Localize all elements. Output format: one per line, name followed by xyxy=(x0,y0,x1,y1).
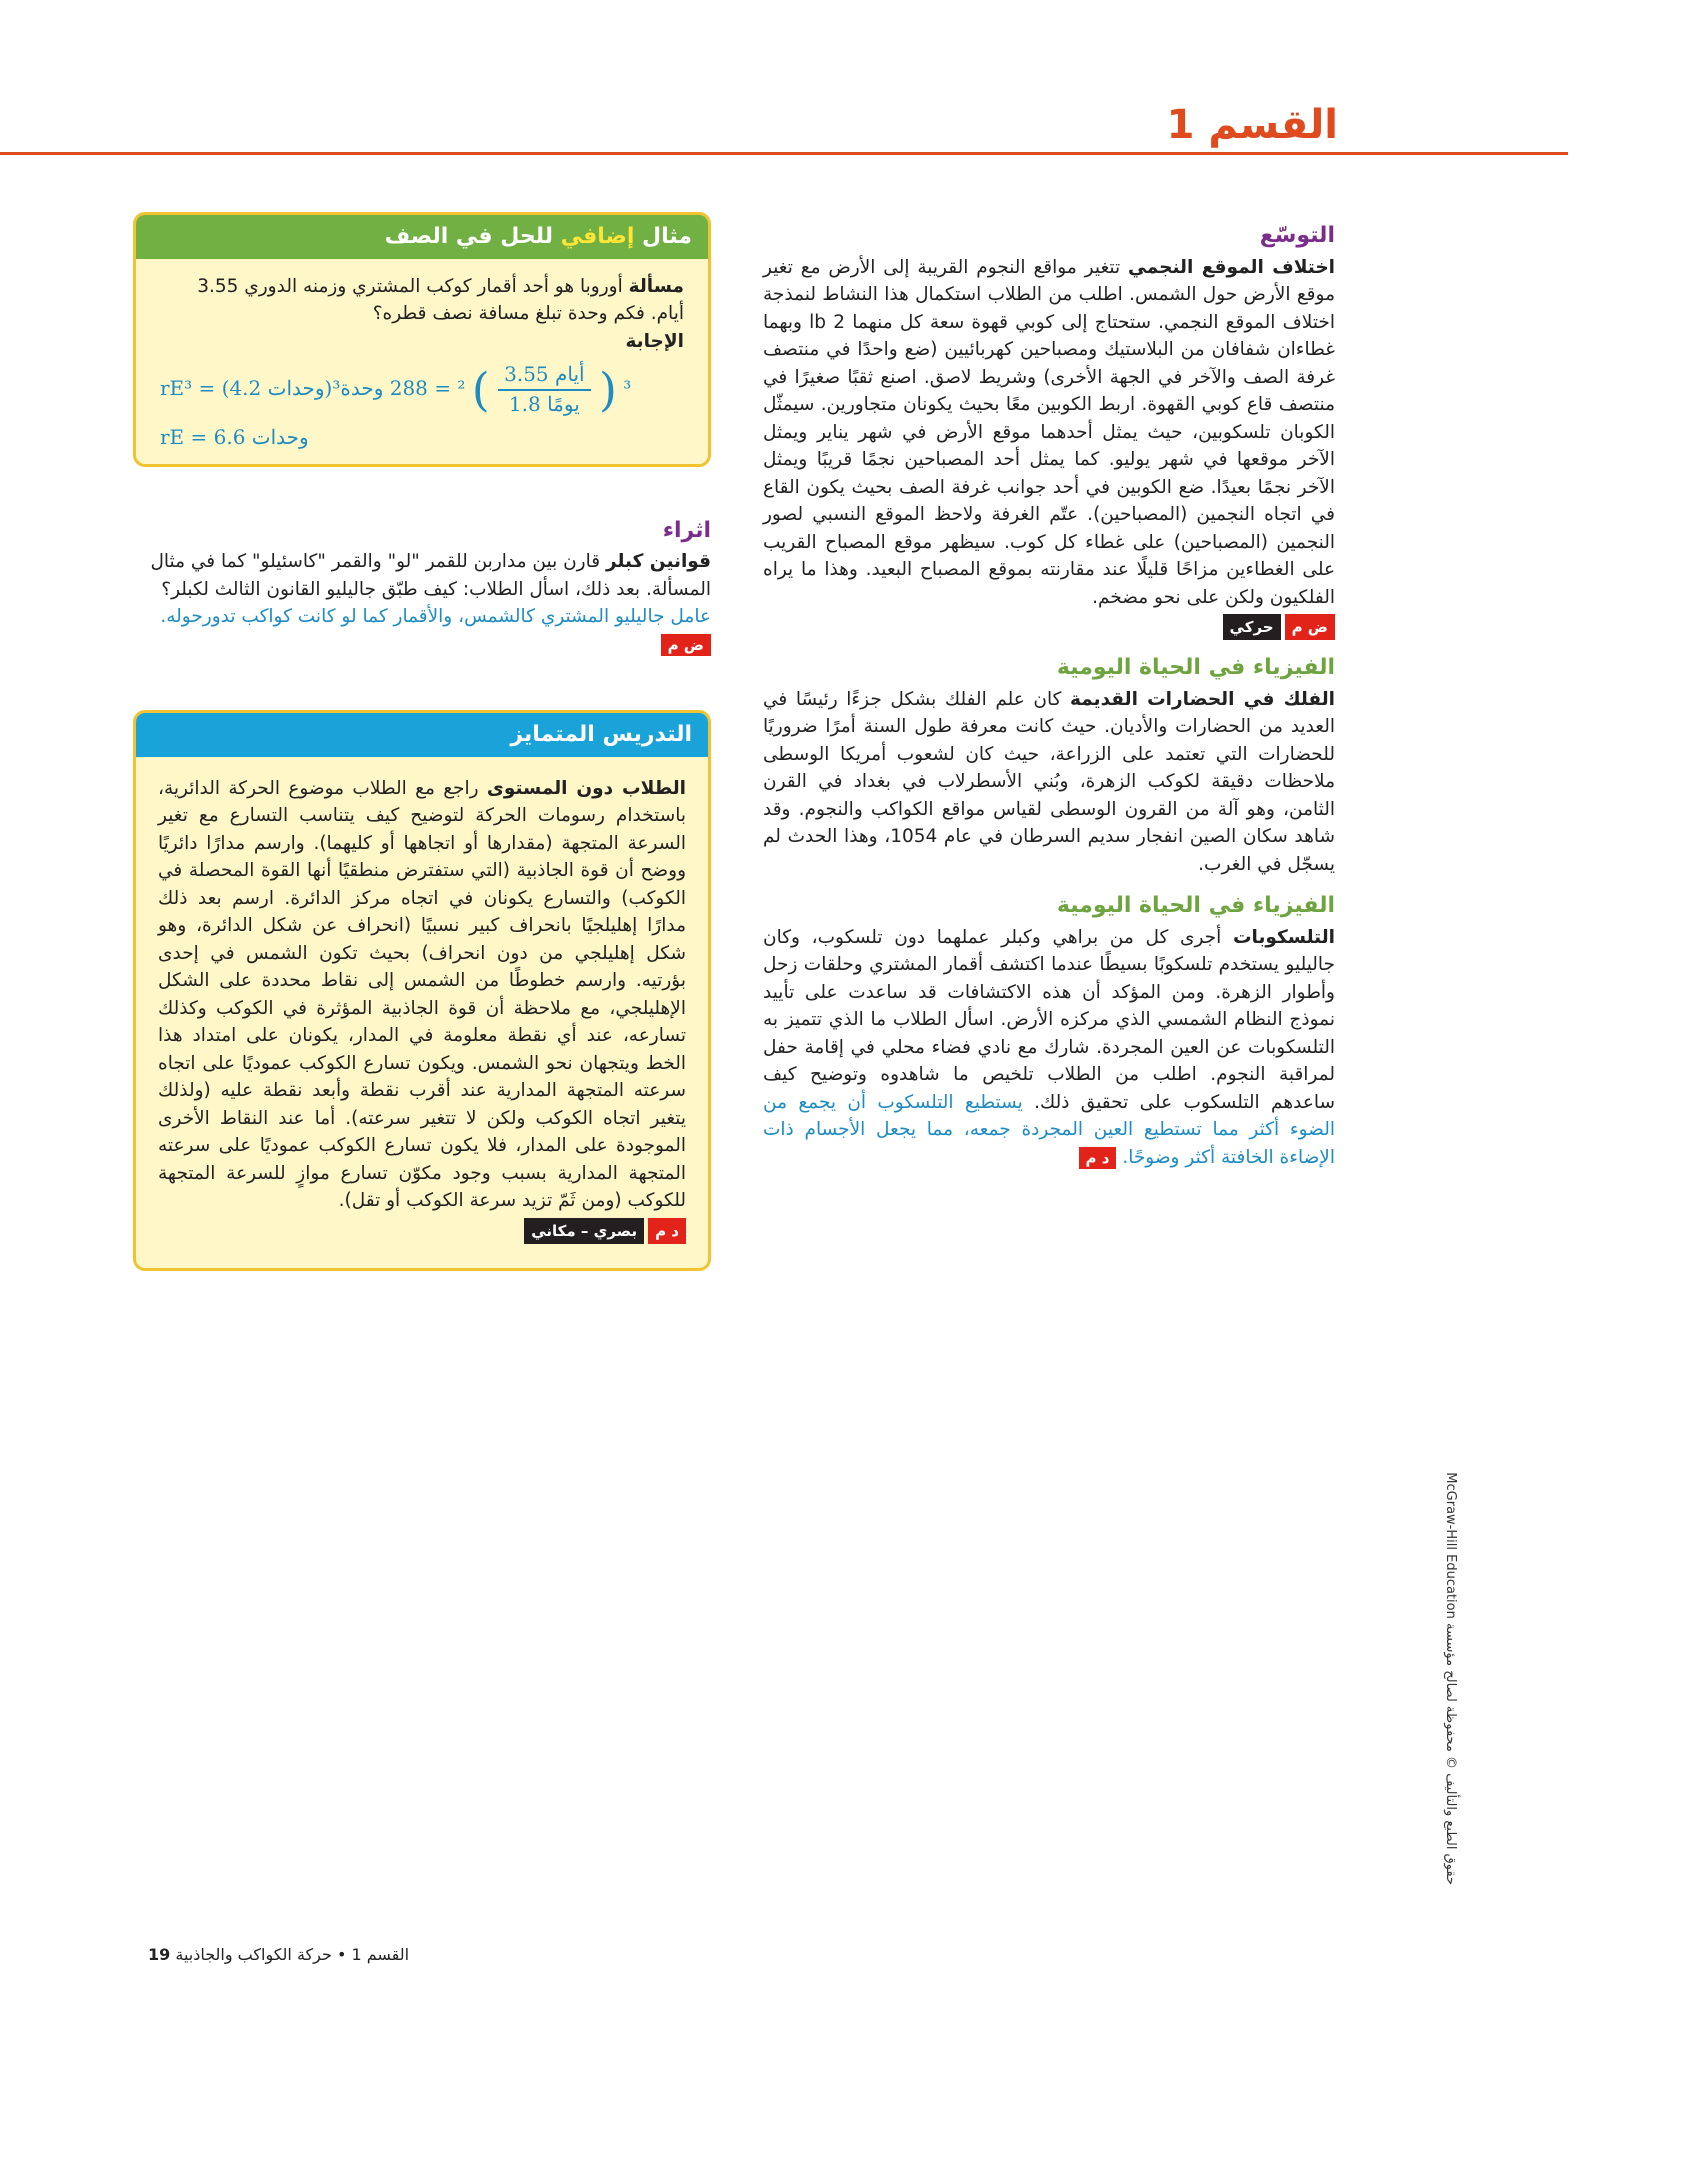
physics-heading-2: الفيزياء في الحياة اليومية xyxy=(1056,893,1335,918)
section-title: القسم 1 xyxy=(1166,102,1338,148)
answer-label: الإجابة xyxy=(625,330,684,352)
enrich-paragraph xyxy=(133,548,711,658)
equation-1 xyxy=(160,361,684,418)
tag-badge: د م xyxy=(1079,1147,1117,1169)
expansion-lead: اختلاف الموقع النجمي xyxy=(1128,256,1335,278)
physics-paragraph-2 xyxy=(763,924,1335,1172)
physics-lead-1: الفلك في الحضارات القديمة xyxy=(1070,688,1335,710)
problem-body: أوروبا هو أحد أقمار كوكب المشتري وزمنه الدوري 3.55 أيام. فكم وحدة تبلغ مسافة نصف قطره؟ xyxy=(197,275,684,324)
example-title-b: إضافي xyxy=(560,224,635,249)
eq1-right: ² = 288 وحدة³ xyxy=(332,376,466,400)
enrich-lead: قوانين كبلر xyxy=(605,551,711,572)
paren-open: ( xyxy=(598,362,617,417)
equation-2: rE = 6.6 وحدات xyxy=(160,425,309,449)
tag-badge: د م xyxy=(648,1218,686,1244)
physics-answer-2: يستطيع التلسكوب أن يجمع من الضوء أكثر مما تستطيع العين المجردة جمعه، مما يجعل الأجسام ذات الإضاءة الخافتة أكثر وضوحًا. xyxy=(763,1091,1335,1168)
differentiated-text: راجع مع الطلاب موضوع الحركة الدائرية، باستخدام رسومات الحركة لتوضيح كيف يتناسب التسارع مع تغير السرعة المتجهة (مقدارها أو اتجاهها أو كليهما). وارسم مدارًا دائريًا ووضح أن قوة الجاذبية (التي ستفترض منطقيًا أنها القوة المحصلة في الكوكب) والتسارع يكونان في اتجاه مركز الدائرة. ارسم بعد ذلك مدارًا إهليلجيًا بانحراف كبير نسبيًا (انحراف عن شكل الدائرة، وهو شكل إهليلجي من دون انحراف) بحيث تكون الشمس في إحدى بؤرتيه. وارسم خطوطًا من الشمس إلى نقاط محددة على الشكل الإهليلجي، مع ملاحظة أن قوة الجاذبية المؤثرة في الكوكب وكذلك تسارعه، عند أي نقطة معلومة في المدار، يكونان على امتداد هذا الخط ويتجهان نحو الشمس. ويكون تسارع الكوكب عموديًا على اتجاه سرعته المتجهة المدارية عند أقرب نقطة وأبعد نقطة عليه (ولذلك يتغير اتجاه الكوكب ولكن لا تتغير سرعته). أما عند النقاط الأخرى الموجودة على المدار، فلا يكون تسارع الكوكب عموديًا على سرعته المتجهة المدارية بسبب وجود مكوّن تسارع موازٍ للسرعة المتجهة للكوكب (ومن ثَمّ تزيد سرعة الكوكب أو تقل). xyxy=(158,777,686,1211)
physics-text-1: كان علم الفلك بشكل جزءًا رئيسًا في العديد من الحضارات والأديان. حيث كانت معرفة طول السنة أمرًا ضروريًا للحضارات التي تعتمد على الزراعة، حيث كان لشعوب أمريكا الوسطى ملاحظات دقيقة لكوكب الزهرة، وبُني الأسطرلاب في بغداد في القرن الثامن، وهو آلة من القرون الوسطى لقياس مواقع الكواكب والنجوم. وقد شاهد سكان الصين انفجار سديم السرطان في عام 1054، وهذا الحدث لم يسجّل في الغرب. xyxy=(763,688,1336,875)
example-title-a: مثال xyxy=(634,224,692,249)
eq1-numerator: 3.55 أيام xyxy=(498,361,591,391)
expansion-tags xyxy=(763,614,1335,640)
example-box-body xyxy=(136,259,708,464)
tag-badge: ض م xyxy=(661,634,711,656)
differentiated-box xyxy=(133,710,711,1271)
side-credit: حقوق الطبع والتأليف © محفوظة لصالح مؤسسة McGraw-Hill Education xyxy=(1443,1472,1458,1885)
expansion-paragraph xyxy=(763,254,1335,612)
problem-label: مسألة xyxy=(628,275,684,297)
tag-badge: ض م xyxy=(1285,614,1335,640)
left-column xyxy=(133,212,711,1271)
problem-text xyxy=(160,273,684,328)
eq1-left: rE³ = (4.2 وحدات)³ xyxy=(160,376,632,400)
example-box-header xyxy=(136,215,708,259)
page-header xyxy=(0,100,1568,155)
expansion-text: تتغير مواقع النجوم القريبة إلى الأرض مع تغير موقع الأرض حول الشمس. اطلب من الطلاب استكمال هذا النشاط لنمذجة اختلاف الموقع النجمي. ستحتاج إلى كوبي قهوة سعة كل منهما 2 lb وبهما غطاءان شفافان من البلاستيك ومصباحين كهربائيين (ضع واحدًا في منتصف غرفة الصف والآخر في الجهة الأخرى) وشريط لاصق. اصنع ثقبًا صغيرًا في منتصف قاع كوبي القهوة. اربط الكوبين معًا بحيث يكونان متجاورين. سيمثّل الكوبان تلسكوبين، حيث يمثل أحدهما موقع الأرض في شهر يناير ويمثل الآخر موقعها في شهر يوليو. كما يمثل أحد المصباحين نجمًا قريبًا ويمثل الآخر نجمًا بعيدًا. ضع الكوبين في أحد جوانب غرفة الصف بحيث يكون القاع في اتجاه النجمين (المصباحين). عتّم الغرفة ولاحظ الموقع النسبي لصور النجمين (المصباحين) على غطاء كل كوب. سيظهر موقع المصباح القريب على الغطاءين مزاحًا قليلًا عند مقارنته بموقع المصباح البعيد. وهذا ما يراه الفلكيون ولكن على نحو مضخم. xyxy=(763,256,1335,608)
differentiated-header: التدريس المتمايز xyxy=(136,713,708,757)
page-number: 19 xyxy=(148,1945,171,1964)
physics-heading-1: الفيزياء في الحياة اليومية xyxy=(1056,655,1335,680)
physics-lead-2: التلسكوبات xyxy=(1232,926,1335,948)
differentiated-tags xyxy=(158,1218,686,1244)
differentiated-body xyxy=(136,757,708,1268)
enrich-answer: عامل جاليليو المشتري كالشمس، والأقمار كما لو كانت كواكب تدورحوله. xyxy=(160,606,711,627)
example-title-c: للحل في الصف xyxy=(384,224,561,249)
right-column xyxy=(763,222,1335,1171)
enrich-text: قارن بين مداربن للقمر "لو" والقمر "كاسئيلو" كما في مثال المسألة. بعد ذلك، اسأل الطلاب: كيف طبّق جاليليو القانون الثالث لكبلر؟ xyxy=(150,551,711,600)
tag-badge: بصري – مكاني xyxy=(524,1218,644,1244)
footer-text: القسم 1 • حركة الكواكب والجاذبية xyxy=(175,1945,410,1964)
physics-text-2: أجرى كل من براهي وكبلر عملهما دون تلسكوب، وكان جاليليو يستخدم تلسكوبًا بسيطًا عندما اكتشف أقمار المشتري وحلقات زحل وأطوار الزهرة. ومن المؤكد أن هذه الاكتشافات قد ساعدت على تأييد نموذج النظام الشمسي الذي مركزه الأرض. اسأل الطلاب ما الذي تتميز به التلسكوبات عن العين المجردة. شارك مع نادي فضاء محلي في إقامة حفل لمراقبة النجوم. اطلب من الطلاب تلخيص ما شاهدوه وتوضيح كيف ساعدهم التلسكوب على تحقيق ذلك. xyxy=(763,926,1335,1113)
physics-paragraph-1 xyxy=(763,686,1335,879)
eq1-fraction xyxy=(498,361,591,418)
enrich-heading: اثراء xyxy=(662,517,711,543)
eq1-denominator: 1.8 يومًا xyxy=(508,391,580,416)
page-footer xyxy=(130,1945,409,1964)
differentiated-lead: الطلاب دون المستوى xyxy=(486,777,687,799)
expansion-heading: التوسّع xyxy=(1259,223,1335,248)
differentiated-paragraph xyxy=(158,775,686,1215)
tag-badge: حركي xyxy=(1223,614,1281,640)
paren-close: ) xyxy=(471,362,490,417)
example-box xyxy=(133,212,711,467)
